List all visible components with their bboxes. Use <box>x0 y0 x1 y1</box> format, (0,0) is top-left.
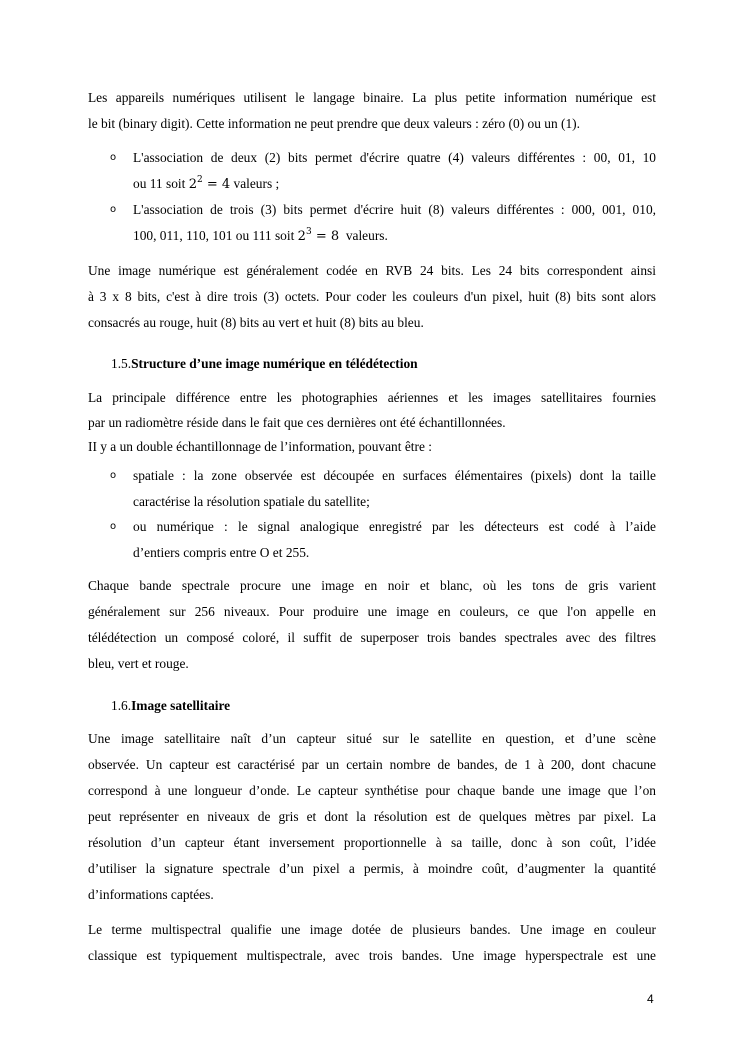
paragraph-line: consacrés au rouge, huit (8) bits au vert et huit (8) bits au bleu. <box>88 315 424 330</box>
paragraph-rvb <box>88 258 656 336</box>
list-item-line <box>133 171 656 198</box>
paragraph-line: résolution d’un capteur étant inversement proportionnelle à sa taille, donc à son coût, l’idée <box>88 835 656 850</box>
math-exponent: 3 <box>305 227 312 237</box>
paragraph-satellite <box>88 726 656 908</box>
math-rest: = 8 <box>311 229 340 244</box>
paragraph-line: Le terme multispectral qualifie une image dotée de plusieurs bandes. Une image en couleur <box>88 922 656 937</box>
paragraph-line: par un radiomètre réside dans le fait que ces dernières ont été échantillonnées. <box>88 415 506 430</box>
list-item-line: ou numérique : le signal analogique enregistré par les détecteurs est codé à l’aide <box>133 519 656 534</box>
paragraph-line: peut représenter en niveaux de gris et dont la résolution est de quelques mètres par pixel. La <box>88 809 656 824</box>
paragraph-line: télédétection un composé coloré, il suffit de superposer trois bandes spectrales avec des filtres <box>88 630 656 645</box>
list-item-text: ou 11 soit <box>133 176 186 191</box>
list-item-line: d’entiers compris entre O et 255. <box>133 545 310 560</box>
paragraph-bandes <box>88 573 656 677</box>
list-item-text: valeurs ; <box>233 176 280 191</box>
math-base: 2 <box>188 177 197 192</box>
paragraph-line: Les appareils numériques utilisent le langage binaire. La plus petite information numérique est <box>88 90 656 105</box>
paragraph-line: classique est typiquement multispectrale, avec trois bandes. Une image hyperspectrale est une <box>88 948 656 963</box>
math-expression <box>189 177 230 192</box>
section-number: 1.5. <box>111 356 132 371</box>
section-heading <box>111 351 418 377</box>
list-item-line <box>133 223 656 250</box>
paragraph-line: Une image satellitaire naît d’un capteur situé sur le satellite en question, et d’une scène <box>88 731 656 746</box>
paragraph-line: d’informations captées. <box>88 887 214 902</box>
paragraph-binary <box>88 85 656 137</box>
list-item-line: L'association de deux (2) bits permet d'écrire quatre (4) valeurs différentes : 00, 01, 10 <box>133 150 656 165</box>
paragraph-line: généralement sur 256 niveaux. Pour produire une image en couleurs, ce que l'on appelle en <box>88 604 656 619</box>
list-item-text: valeurs. <box>345 228 388 243</box>
paragraph-line: d’utiliser la signature spectrale d’un pixel a permis, à moindre coût, d’augmenter la quantité <box>88 861 656 876</box>
paragraph-multispectral <box>88 917 656 969</box>
list-item-line: spatiale : la zone observée est découpée en surfaces élémentaires (pixels) dont la taille <box>133 468 656 483</box>
paragraph-line: La principale différence entre les photographies aériennes et les images satellitaires fournies <box>88 390 656 405</box>
paragraph-line: correspond à une longueur d’onde. Le capteur synthétise pour chaque bande une image que l’on <box>88 783 656 798</box>
paragraph-line: à 3 x 8 bits, c'est à dire trois (3) octets. Pour coder les couleurs d'un pixel, huit (8) bits sont alors <box>88 289 656 304</box>
paragraph-line: Chaque bande spectrale procure une image en noir et blanc, où les tons de gris varient <box>88 578 656 593</box>
bullet-marker: o <box>110 521 117 532</box>
section-heading <box>111 693 230 719</box>
section-title: Image satellitaire <box>131 698 231 713</box>
math-rest: = 4 <box>202 177 231 192</box>
page-number: 4 <box>647 992 654 1006</box>
bullet-marker: o <box>110 152 117 163</box>
bullet-marker: o <box>110 204 117 215</box>
paragraph-line: bleu, vert et rouge. <box>88 656 189 671</box>
paragraph-line: II y a un double échantillonnage de l’information, pouvant être : <box>88 439 432 454</box>
math-exponent: 2 <box>196 175 203 185</box>
paragraph-line: observée. Un capteur est caractérisé par un certain nombre de bandes, de 1 à 200, dont chacune <box>88 757 656 772</box>
list-item-line: caractérise la résolution spatiale du satellite; <box>133 494 370 509</box>
paragraph-line: Une image numérique est généralement codée en RVB 24 bits. Les 24 bits correspondent ainsi <box>88 263 656 278</box>
list-item-line: L'association de trois (3) bits permet d'écrire huit (8) valeurs différentes : 000, 001, 010, <box>133 202 656 217</box>
list-item-text: 100, 011, 110, 101 ou 111 soit <box>133 228 295 243</box>
math-base: 2 <box>297 229 306 244</box>
math-expression <box>298 229 339 244</box>
section-number: 1.6. <box>111 698 132 713</box>
paragraph-line: le bit (binary digit). Cette information ne peut prendre que deux valeurs : zéro (0) ou un (1). <box>88 116 580 131</box>
bullet-marker: o <box>110 470 117 481</box>
paragraph-structure <box>88 385 656 459</box>
section-title: Structure d’une image numérique en télédétection <box>131 356 418 371</box>
